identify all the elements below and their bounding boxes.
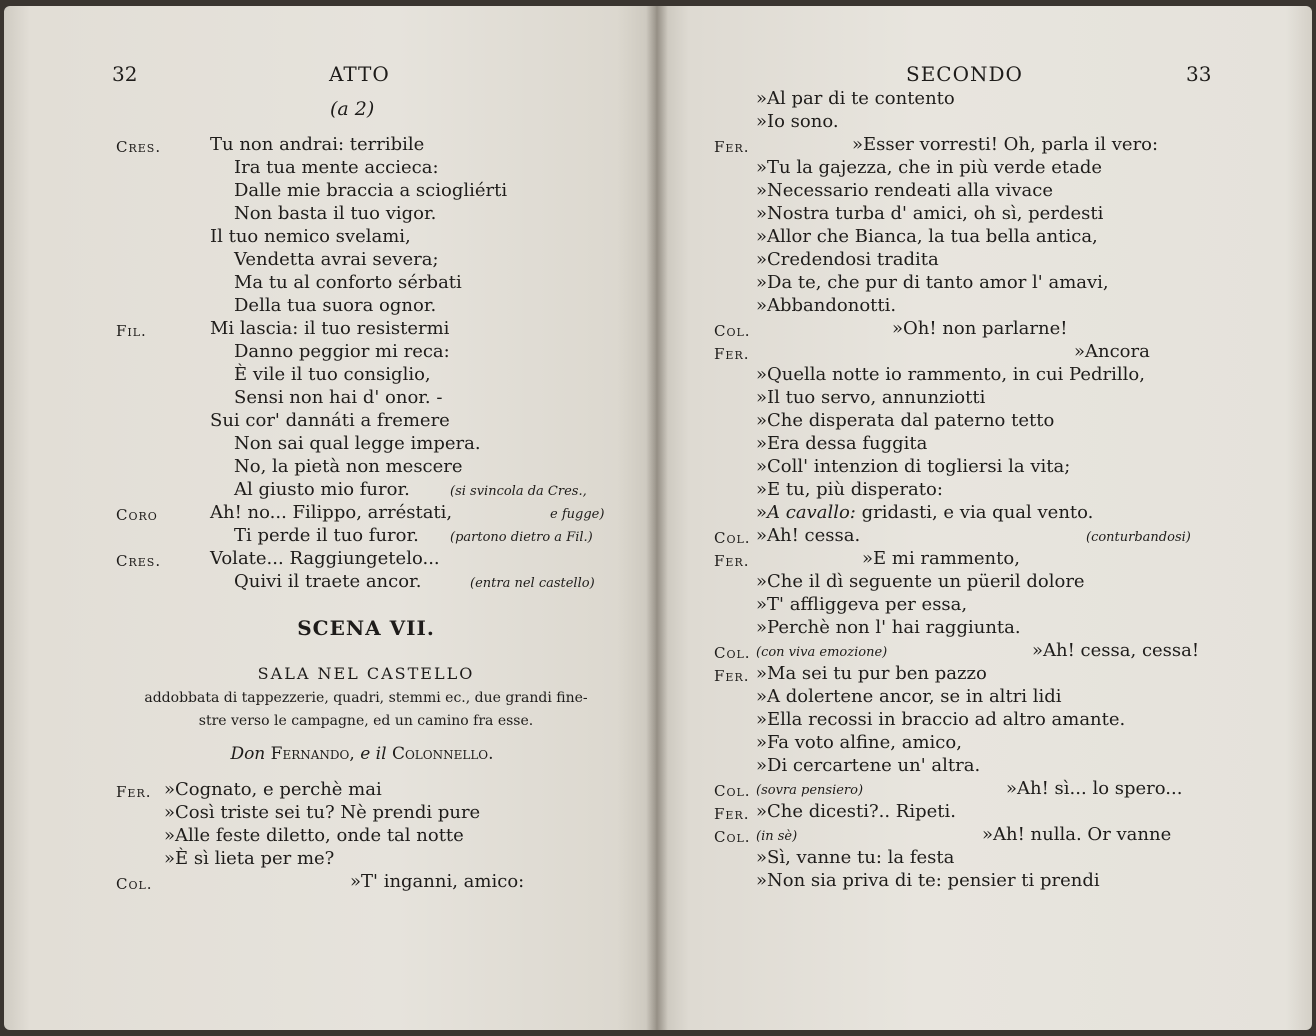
verse-line: Dalle mie braccia a sciogliérti	[234, 180, 508, 201]
verse-line: »Ah! nulla. Or vanne	[982, 824, 1172, 845]
verse-line: Al giusto mio furor.	[234, 479, 410, 500]
speaker-col: Col.	[116, 875, 153, 893]
verse-line: Non sai qual legge impera.	[234, 433, 481, 454]
verse-line: »Cognato, e perchè mai	[164, 779, 382, 800]
page-number-right: 33	[1186, 62, 1212, 86]
verse-line: Ira tua mente accieca:	[234, 157, 439, 178]
speaker-col: Col.	[714, 782, 751, 800]
verse-line: »Che dicesti?.. Ripeti.	[756, 801, 957, 822]
verse-line: »È sì lieta per me?	[164, 848, 335, 869]
page-number-left: 32	[112, 62, 138, 86]
verse-line: »Ah! sì... lo spero...	[1006, 778, 1183, 799]
chars-colonnello: Colonnello.	[391, 744, 494, 764]
a-cavallo-italic: A cavallo:	[767, 502, 856, 523]
stage-direction: (entra nel castello)	[470, 576, 595, 591]
speaker-cres: Cres.	[116, 552, 162, 570]
right-page	[656, 6, 1312, 1030]
chars-fernando: Fernando,	[270, 744, 355, 764]
stage-direction: e fugge)	[550, 507, 605, 522]
verse-line: Volate... Raggiungetelo...	[210, 548, 440, 569]
verse-line: Della tua suora ognor.	[234, 295, 437, 316]
verse-line: »T' inganni, amico:	[350, 871, 525, 892]
verse-line: »Perchè non l' hai raggiunta.	[756, 617, 1021, 638]
chars-e-il: e il	[360, 744, 387, 764]
verse-line: Tu non andrai: terribile	[210, 134, 425, 155]
verse-line: »Alle feste diletto, onde tal notte	[164, 825, 464, 846]
verse-line-a-cavallo	[756, 502, 1093, 524]
verse-line: »E tu, più disperato:	[756, 479, 943, 500]
stage-direction: (in sè)	[756, 829, 798, 844]
verse-line: »Così triste sei tu? Nè prendi pure	[164, 802, 481, 823]
verse-line: »T' affliggeva per essa,	[756, 594, 968, 615]
verse-line: »Ella recossi in braccio ad altro amante.	[756, 709, 1126, 730]
verse-line: Il tuo nemico svelami,	[210, 226, 411, 247]
verse-line: »Sì, vanne tu: la festa	[756, 847, 955, 868]
verse-line: »Necessario rendeati alla vivace	[756, 180, 1053, 201]
verse-line: »Ah! cessa, cessa!	[1032, 640, 1200, 661]
speaker-fer: Fer.	[714, 805, 750, 823]
verse-line: »Ancora	[1074, 341, 1150, 362]
verse-line: »Ah! cessa.	[756, 525, 861, 546]
speaker-coro: Coro	[116, 506, 158, 524]
book-gutter	[646, 6, 668, 1030]
ensemble-note: (a 2)	[330, 98, 375, 120]
speaker-fer: Fer.	[714, 345, 750, 363]
verse-line: Quivi il traete ancor.	[234, 571, 422, 592]
scene-characters	[230, 744, 493, 764]
verse-line: »Credendosi tradita	[756, 249, 939, 270]
verse-line: Sensi non hai d' onor. -	[234, 387, 443, 408]
verse-line: »Tu la gajezza, che in più verde etade	[756, 157, 1102, 178]
verse-line: »Che disperata dal paterno tetto	[756, 410, 1055, 431]
stage-direction: (conturbandosi)	[1086, 530, 1191, 545]
verse-line: Sui cor' dannáti a fremere	[210, 410, 450, 431]
verse-line: »Oh! non parlarne!	[892, 318, 1068, 339]
verse-line: »Allor che Bianca, la tua bella antica,	[756, 226, 1098, 247]
scene-description: addobbata di tappezzerie, quadri, stemmi ec., due grandi fine-	[144, 690, 588, 706]
running-head-left: ATTO	[329, 62, 390, 86]
verse-line: »Coll' intenzion di togliersi la vita;	[756, 456, 1071, 477]
verse-line: Ah! no... Filippo, arréstati,	[210, 502, 453, 523]
scene-title: SCENA VII.	[297, 616, 435, 640]
stage-direction: (sovra pensiero)	[756, 783, 864, 798]
verse-line: »Il tuo servo, annunziotti	[756, 387, 986, 408]
verse-line: No, la pietà non mescere	[234, 456, 463, 477]
stage-direction: (con viva emozione)	[756, 645, 888, 660]
a-cavallo-rest: gridasti, e via qual vento.	[861, 502, 1094, 523]
verse-line: »Era dessa fuggita	[756, 433, 928, 454]
speaker-col: Col.	[714, 828, 751, 846]
verse-line: »Di cercartene un' altra.	[756, 755, 981, 776]
speaker-col: Col.	[714, 644, 751, 662]
verse-line: »Al par di te contento	[756, 88, 955, 109]
speaker-col: Col.	[714, 529, 751, 547]
running-head-right: SECONDO	[906, 62, 1023, 86]
verse-line: Non basta il tuo vigor.	[234, 203, 437, 224]
quote-mark: »	[756, 502, 768, 523]
verse-line: »Abbandonotti.	[756, 295, 897, 316]
verse-line: »E mi rammento,	[862, 548, 1020, 569]
scene-description: stre verso le campagne, ed un camino fra esse.	[198, 713, 534, 729]
chars-don: Don	[230, 744, 266, 764]
verse-line: Danno peggior mi reca:	[234, 341, 450, 362]
verse-line: »Non sia priva di te: pensier ti prendi	[756, 870, 1100, 891]
verse-line: Ma tu al conforto sérbati	[234, 272, 462, 293]
speaker-fer: Fer.	[714, 667, 750, 685]
verse-line: »A dolertene ancor, se in altri lidi	[756, 686, 1062, 707]
verse-line: »Che il dì seguente un püeril dolore	[756, 571, 1085, 592]
verse-line: »Ma sei tu pur ben pazzo	[756, 663, 987, 684]
speaker-cres: Cres.	[116, 138, 162, 156]
speaker-fer: Fer.	[714, 138, 750, 156]
stage-direction: (si svincola da Cres.,	[450, 484, 587, 499]
verse-line: »Fa voto alfine, amico,	[756, 732, 962, 753]
verse-line: »Nostra turba d' amici, oh sì, perdesti	[756, 203, 1104, 224]
verse-line: È vile il tuo consiglio,	[234, 364, 431, 385]
speaker-fil: Fil.	[116, 322, 147, 340]
scene-place: SALA NEL CASTELLO	[257, 664, 475, 683]
verse-line: »Esser vorresti! Oh, parla il vero:	[852, 134, 1159, 155]
left-page	[4, 6, 656, 1030]
verse-line: »Io sono.	[756, 111, 839, 132]
verse-line: Vendetta avrai severa;	[234, 249, 439, 270]
stage-direction: (partono dietro a Fil.)	[450, 530, 593, 545]
speaker-col: Col.	[714, 322, 751, 340]
verse-line: »Da te, che pur di tanto amor l' amavi,	[756, 272, 1109, 293]
verse-line: Ti perde il tuo furor.	[234, 525, 419, 546]
speaker-fer: Fer.	[714, 552, 750, 570]
verse-line: »Quella notte io rammento, in cui Pedrillo,	[756, 364, 1145, 385]
verse-line: Mi lascia: il tuo resistermi	[210, 318, 450, 339]
speaker-fer: Fer.	[116, 783, 152, 801]
